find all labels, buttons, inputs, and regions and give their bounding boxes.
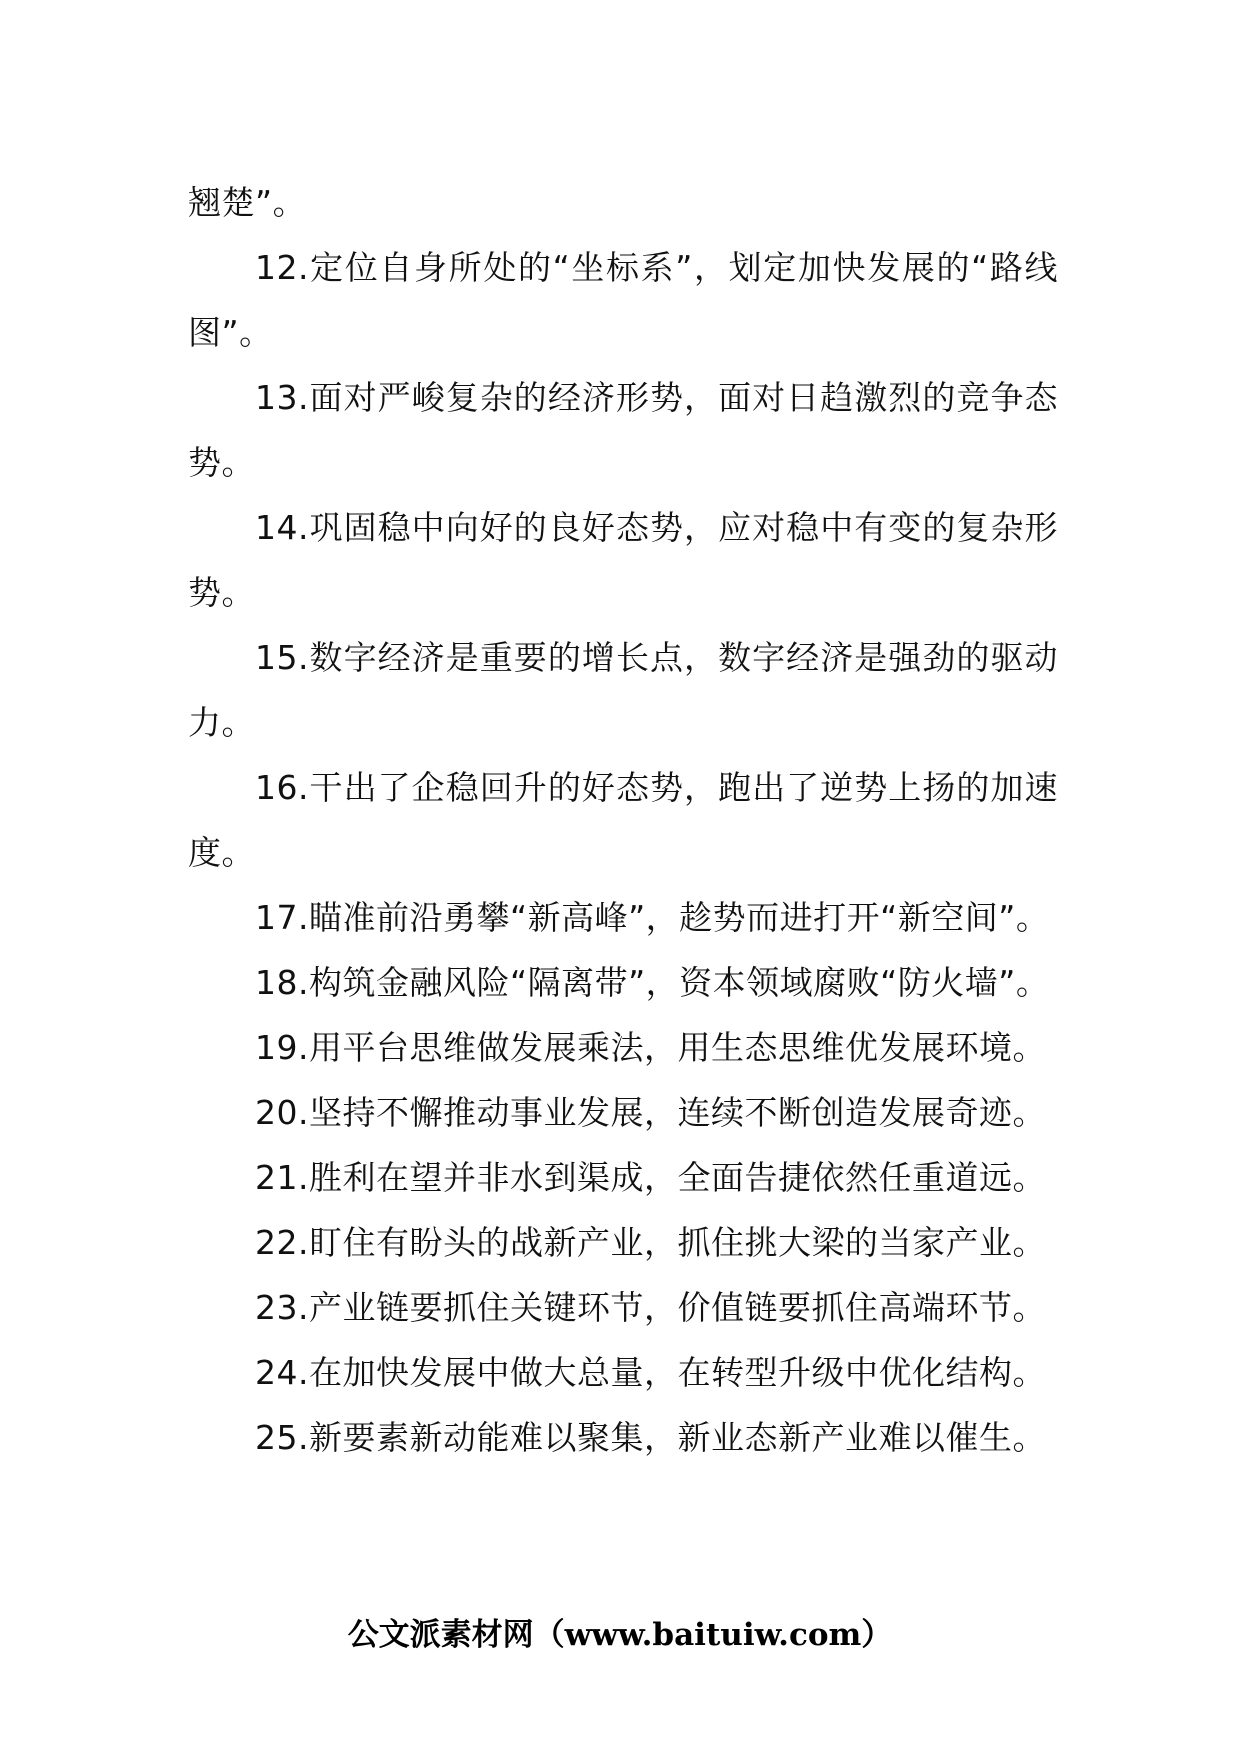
paragraph-13: 13.面对严峻复杂的经济形势，面对日趋激烈的竞争态势。 [188,378,1058,482]
paragraph-18: 18.构筑金融风险“隔离带”，资本领域腐败“防火墙”。 [255,963,1050,1002]
paragraph-16: 16.干出了企稳回升的好态势，跑出了逆势上扬的加速度。 [188,768,1058,872]
paragraph-12: 12.定位自身所处的“坐标系”，划定加快发展的“路线图”。 [188,248,1058,352]
paragraph-14: 14.巩固稳中向好的良好态势，应对稳中有变的复杂形势。 [188,508,1058,612]
continuation-text: 翘楚”。 [188,183,307,222]
document-body [188,170,1058,1470]
paragraph-21: 21.胜利在望并非水到渠成，全面告捷依然任重道远。 [255,1158,1046,1197]
paragraph-20: 20.坚持不懈推动事业发展，连续不断创造发展奇迹。 [255,1093,1046,1132]
paragraph-25: 25.新要素新动能难以聚集，新业态新产业难以催生。 [255,1418,1046,1457]
paragraph-19: 19.用平台思维做发展乘法，用生态思维优发展环境。 [255,1028,1046,1067]
paragraph-17: 17.瞄准前沿勇攀“新高峰”，趁势而进打开“新空间”。 [255,898,1050,937]
paragraph-24: 24.在加快发展中做大总量，在转型升级中优化结构。 [255,1353,1046,1392]
paragraph-22: 22.盯住有盼头的战新产业，抓住挑大梁的当家产业。 [255,1223,1046,1262]
footer-watermark: 公文派素材网（www.baituiw.com） [347,1617,893,1653]
paragraph-23: 23.产业链要抓住关键环节，价值链要抓住高端环节。 [255,1288,1046,1327]
paragraph-15: 15.数字经济是重要的增长点，数字经济是强劲的驱动力。 [188,638,1058,742]
